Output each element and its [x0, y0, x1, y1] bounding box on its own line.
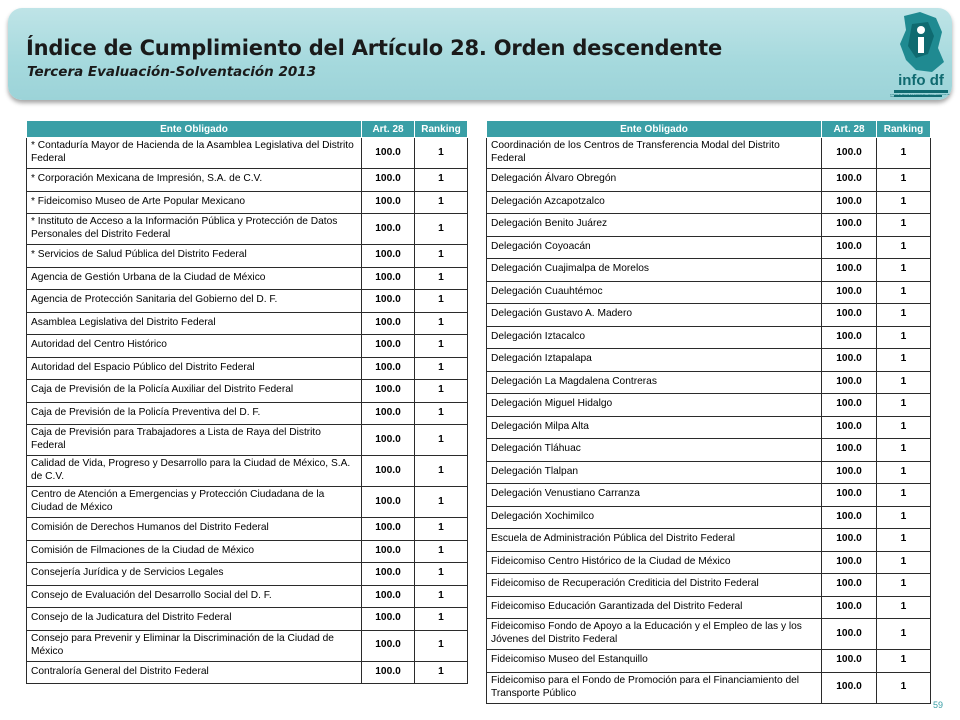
art28-cell: 100.0: [362, 290, 415, 313]
art28-cell: 100.0: [362, 456, 415, 487]
entity-cell: Delegación Milpa Alta: [487, 416, 822, 439]
art28-cell: 100.0: [362, 487, 415, 518]
art28-cell: 100.0: [362, 630, 415, 661]
table-row: [27, 608, 468, 631]
ranking-cell: 1: [415, 138, 468, 169]
table-row: [27, 380, 468, 403]
ranking-cell: 1: [415, 357, 468, 380]
ranking-cell: 1: [877, 191, 931, 214]
art28-cell: 100.0: [362, 357, 415, 380]
art28-cell: 100.0: [822, 169, 877, 192]
table-row: [27, 402, 468, 425]
compliance-table-right: [486, 120, 931, 704]
table-row: [487, 394, 931, 417]
art28-cell: 100.0: [822, 650, 877, 673]
ranking-cell: 1: [415, 245, 468, 268]
column-header-entity: Ente Obligado: [27, 121, 362, 138]
ranking-cell: 1: [415, 661, 468, 684]
art28-cell: 100.0: [362, 661, 415, 684]
entity-cell: Fideicomiso Educación Garantizada del Distrito Federal: [487, 596, 822, 619]
entity-cell: * Servicios de Salud Pública del Distrito Federal: [27, 245, 362, 268]
entity-cell: Coordinación de los Centros de Transferencia Modal del Distrito Federal: [487, 138, 822, 169]
ranking-cell: 1: [415, 540, 468, 563]
table-row: [487, 439, 931, 462]
entity-cell: Centro de Atención a Emergencias y Protección Ciudadana de la Ciudad de México: [27, 487, 362, 518]
art28-cell: 100.0: [362, 585, 415, 608]
entity-cell: Consejo de Evaluación del Desarrollo Social del D. F.: [27, 585, 362, 608]
ranking-cell: 1: [877, 574, 931, 597]
art28-cell: 100.0: [362, 518, 415, 541]
ranking-cell: 1: [877, 439, 931, 462]
ranking-cell: 1: [877, 169, 931, 192]
entity-cell: Delegación Iztacalco: [487, 326, 822, 349]
ranking-cell: 1: [877, 461, 931, 484]
table-row: [487, 574, 931, 597]
art28-cell: 100.0: [362, 563, 415, 586]
table-row: [487, 191, 931, 214]
entity-cell: Delegación Álvaro Obregón: [487, 169, 822, 192]
infodf-logo: [890, 10, 952, 105]
entity-cell: Autoridad del Centro Histórico: [27, 335, 362, 358]
entity-cell: Consejo de la Judicatura del Distrito Federal: [27, 608, 362, 631]
art28-cell: 100.0: [822, 214, 877, 237]
entity-cell: Caja de Previsión de la Policía Auxiliar del Distrito Federal: [27, 380, 362, 403]
art28-cell: 100.0: [822, 138, 877, 169]
entity-cell: * Fideicomiso Museo de Arte Popular Mexicano: [27, 191, 362, 214]
ranking-cell: 1: [415, 214, 468, 245]
art28-cell: 100.0: [362, 608, 415, 631]
table-row: [487, 281, 931, 304]
table-row: [487, 596, 931, 619]
art28-cell: 100.0: [822, 551, 877, 574]
entity-cell: * Contaduría Mayor de Hacienda de la Asamblea Legislativa del Distrito Federal: [27, 138, 362, 169]
ranking-cell: 1: [415, 608, 468, 631]
page-subtitle: Tercera Evaluación-Solventación 2013: [27, 64, 317, 80]
entity-cell: Autoridad del Espacio Público del Distrito Federal: [27, 357, 362, 380]
entity-cell: Delegación Venustiano Carranza: [487, 484, 822, 507]
table-row: [487, 529, 931, 552]
page-number: 59: [933, 700, 944, 710]
table-row: [487, 371, 931, 394]
table-row: [27, 540, 468, 563]
entity-cell: Delegación Xochimilco: [487, 506, 822, 529]
ranking-cell: 1: [415, 425, 468, 456]
ranking-cell: 1: [415, 402, 468, 425]
art28-cell: 100.0: [822, 461, 877, 484]
column-header-entity: Ente Obligado: [487, 121, 822, 138]
table-row: [487, 650, 931, 673]
art28-cell: 100.0: [822, 371, 877, 394]
ranking-cell: 1: [877, 236, 931, 259]
table-row: [487, 551, 931, 574]
ranking-cell: 1: [415, 290, 468, 313]
art28-cell: 100.0: [822, 416, 877, 439]
art28-cell: 100.0: [822, 281, 877, 304]
table-row: [27, 456, 468, 487]
entity-cell: Contraloría General del Distrito Federal: [27, 661, 362, 684]
art28-cell: 100.0: [822, 304, 877, 327]
art28-cell: 100.0: [822, 596, 877, 619]
table-row: [27, 630, 468, 661]
table-row: [27, 312, 468, 335]
table-row: [487, 304, 931, 327]
table-row: [487, 259, 931, 282]
entity-cell: Fideicomiso para el Fondo de Promoción para el Financiamiento del Transporte Público: [487, 672, 822, 703]
art28-cell: 100.0: [822, 672, 877, 703]
ranking-cell: 1: [415, 518, 468, 541]
ranking-cell: 1: [415, 487, 468, 518]
table-row: [487, 484, 931, 507]
table-row: [487, 416, 931, 439]
table-row: [487, 461, 931, 484]
ranking-cell: 1: [415, 456, 468, 487]
entity-cell: Calidad de Vida, Progreso y Desarrollo para la Ciudad de México, S.A. de C.V.: [27, 456, 362, 487]
table-row: [27, 585, 468, 608]
ranking-cell: 1: [877, 506, 931, 529]
entity-cell: Delegación Gustavo A. Madero: [487, 304, 822, 327]
ranking-cell: 1: [877, 650, 931, 673]
art28-cell: 100.0: [822, 326, 877, 349]
ranking-cell: 1: [415, 312, 468, 335]
table-row: [487, 619, 931, 650]
art28-cell: 100.0: [362, 335, 415, 358]
art28-cell: 100.0: [362, 214, 415, 245]
entity-cell: Delegación Azcapotzalco: [487, 191, 822, 214]
ranking-cell: 1: [415, 585, 468, 608]
table-row: [27, 245, 468, 268]
entity-cell: Delegación Tláhuac: [487, 439, 822, 462]
ranking-cell: 1: [877, 484, 931, 507]
infodf-logo-icon: [890, 10, 952, 105]
ranking-cell: 1: [877, 304, 931, 327]
entity-cell: Delegación Benito Juárez: [487, 214, 822, 237]
ranking-cell: 1: [415, 563, 468, 586]
table-row: [27, 267, 468, 290]
table-row: [27, 518, 468, 541]
ranking-cell: 1: [877, 281, 931, 304]
logo-text: info df: [898, 72, 944, 89]
ranking-cell: 1: [877, 138, 931, 169]
entity-cell: Comisión de Filmaciones de la Ciudad de México: [27, 540, 362, 563]
logo-caption: Instituto de Acceso a la Información Pública y Protección de Datos Personales del Distrito Federal: [890, 94, 950, 99]
art28-cell: 100.0: [362, 191, 415, 214]
entity-cell: Agencia de Protección Sanitaria del Gobierno del D. F.: [27, 290, 362, 313]
art28-cell: 100.0: [362, 267, 415, 290]
ranking-cell: 1: [877, 394, 931, 417]
table-row: [487, 506, 931, 529]
table-row: [487, 138, 931, 169]
ranking-cell: 1: [877, 619, 931, 650]
art28-cell: 100.0: [822, 349, 877, 372]
entity-cell: Delegación Tlalpan: [487, 461, 822, 484]
entity-cell: Consejería Jurídica y de Servicios Legales: [27, 563, 362, 586]
art28-cell: 100.0: [822, 529, 877, 552]
table-body-left: [27, 138, 468, 684]
ranking-cell: 1: [415, 380, 468, 403]
entity-cell: Fideicomiso Centro Histórico de la Ciudad de México: [487, 551, 822, 574]
table-row: [487, 236, 931, 259]
entity-cell: Delegación Miguel Hidalgo: [487, 394, 822, 417]
table-row: [27, 335, 468, 358]
entity-cell: Delegación Iztapalapa: [487, 349, 822, 372]
art28-cell: 100.0: [822, 484, 877, 507]
entity-cell: Delegación Cuauhtémoc: [487, 281, 822, 304]
column-header-art28: Art. 28: [362, 121, 415, 138]
entity-cell: Delegación Cuajimalpa de Morelos: [487, 259, 822, 282]
art28-cell: 100.0: [822, 439, 877, 462]
table-row: [487, 169, 931, 192]
table-row: [27, 191, 468, 214]
entity-cell: Fideicomiso Museo del Estanquillo: [487, 650, 822, 673]
entity-cell: Delegación Coyoacán: [487, 236, 822, 259]
column-header-ranking: Ranking: [415, 121, 468, 138]
ranking-cell: 1: [877, 326, 931, 349]
title-banner: [8, 8, 952, 100]
art28-cell: 100.0: [362, 138, 415, 169]
table-row: [487, 214, 931, 237]
table-row: [487, 349, 931, 372]
column-header-ranking: Ranking: [877, 121, 931, 138]
table-row: [27, 425, 468, 456]
compliance-table-left: [26, 120, 468, 684]
entity-cell: Fideicomiso Fondo de Apoyo a la Educación y el Empleo de las y los Jóvenes del Distrito Federal: [487, 619, 822, 650]
art28-cell: 100.0: [822, 191, 877, 214]
table-row: [487, 672, 931, 703]
entity-cell: Escuela de Administración Pública del Distrito Federal: [487, 529, 822, 552]
ranking-cell: 1: [877, 416, 931, 439]
entity-cell: Caja de Previsión para Trabajadores a Lista de Raya del Distrito Federal: [27, 425, 362, 456]
table-row: [27, 214, 468, 245]
art28-cell: 100.0: [822, 619, 877, 650]
ranking-cell: 1: [415, 169, 468, 192]
table-row: [27, 290, 468, 313]
table-row: [487, 326, 931, 349]
entity-cell: * Corporación Mexicana de Impresión, S.A. de C.V.: [27, 169, 362, 192]
art28-cell: 100.0: [362, 312, 415, 335]
ranking-cell: 1: [415, 191, 468, 214]
table-row: [27, 563, 468, 586]
art28-cell: 100.0: [362, 169, 415, 192]
entity-cell: Agencia de Gestión Urbana de la Ciudad de México: [27, 267, 362, 290]
art28-cell: 100.0: [822, 236, 877, 259]
column-header-art28: Art. 28: [822, 121, 877, 138]
ranking-cell: 1: [415, 630, 468, 661]
art28-cell: 100.0: [822, 506, 877, 529]
entity-cell: Caja de Previsión de la Policía Preventiva del D. F.: [27, 402, 362, 425]
ranking-cell: 1: [877, 551, 931, 574]
entity-cell: Consejo para Prevenir y Eliminar la Discriminación de la Ciudad de México: [27, 630, 362, 661]
art28-cell: 100.0: [362, 425, 415, 456]
art28-cell: 100.0: [822, 574, 877, 597]
table-row: [27, 169, 468, 192]
table-body-right: [487, 138, 931, 704]
entity-cell: Delegación La Magdalena Contreras: [487, 371, 822, 394]
ranking-cell: 1: [877, 259, 931, 282]
art28-cell: 100.0: [822, 394, 877, 417]
ranking-cell: 1: [877, 596, 931, 619]
entity-cell: * Instituto de Acceso a la Información Pública y Protección de Datos Personales del Distrito Federal: [27, 214, 362, 245]
ranking-cell: 1: [415, 335, 468, 358]
art28-cell: 100.0: [362, 402, 415, 425]
ranking-cell: 1: [877, 349, 931, 372]
ranking-cell: 1: [877, 371, 931, 394]
entity-cell: Fideicomiso de Recuperación Crediticia del Distrito Federal: [487, 574, 822, 597]
table-row: [27, 661, 468, 684]
table-row: [27, 138, 468, 169]
ranking-cell: 1: [877, 529, 931, 552]
entity-cell: Comisión de Derechos Humanos del Distrito Federal: [27, 518, 362, 541]
table-row: [27, 357, 468, 380]
entity-cell: Asamblea Legislativa del Distrito Federal: [27, 312, 362, 335]
ranking-cell: 1: [877, 672, 931, 703]
table-row: [27, 487, 468, 518]
ranking-cell: 1: [415, 267, 468, 290]
art28-cell: 100.0: [362, 380, 415, 403]
art28-cell: 100.0: [822, 259, 877, 282]
art28-cell: 100.0: [362, 540, 415, 563]
ranking-cell: 1: [877, 214, 931, 237]
art28-cell: 100.0: [362, 245, 415, 268]
page-title: Índice de Cumplimiento del Artículo 28. Orden descendente: [26, 36, 723, 60]
